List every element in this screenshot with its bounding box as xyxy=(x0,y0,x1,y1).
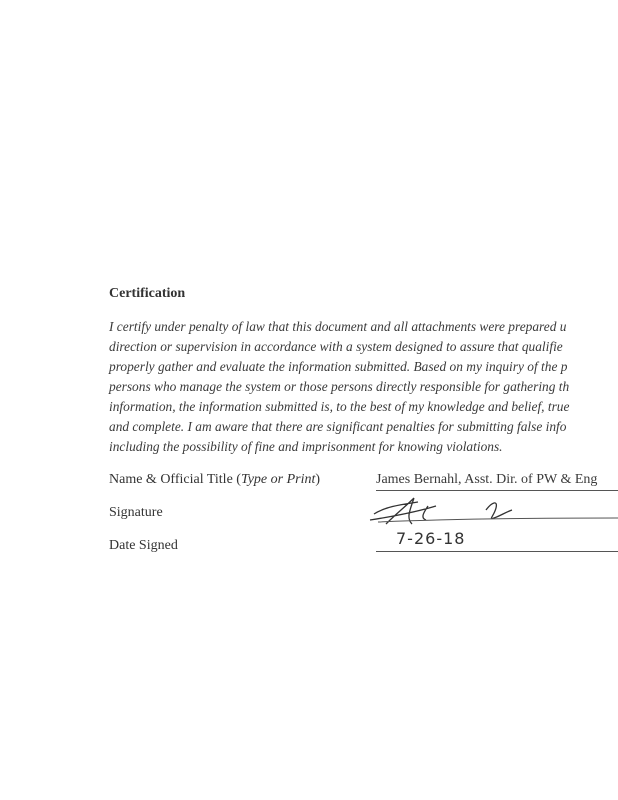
name-title-value: James Bernahl, Asst. Dir. of PW & Eng xyxy=(376,472,598,487)
handwritten-signature xyxy=(366,494,618,530)
certification-line: properly gather and evaluate the information submitted. Based on my inquiry of the p xyxy=(109,359,568,374)
name-title-label xyxy=(109,472,320,488)
certification-line: information, the information submitted is, to the best of my knowledge and belief, true xyxy=(109,399,570,414)
name-title-label-text: Name & Official Title ( xyxy=(109,472,241,487)
certification-line: persons who manage the system or those persons directly responsible for gathering th xyxy=(109,379,570,394)
date-signed-value: 7-26-18 xyxy=(396,529,466,548)
certification-line: including the possibility of fine and imprisonment for knowing violations. xyxy=(109,439,503,454)
certification-line: and complete. I am aware that there are significant penalties for submitting false info xyxy=(109,419,567,434)
signature-label: Signature xyxy=(109,505,163,520)
certification-line: direction or supervision in accordance with a system designed to assure that qualifie xyxy=(109,339,563,354)
date-signed-rule xyxy=(376,551,618,552)
name-title-label-hint: Type or Print xyxy=(240,472,316,487)
name-title-label-close: ) xyxy=(315,472,321,487)
certification-line: I certify under penalty of law that this document and all attachments were prepared u xyxy=(109,319,567,334)
name-title-rule xyxy=(376,490,618,491)
date-signed-label: Date Signed xyxy=(109,538,178,553)
certification-heading: Certification xyxy=(109,286,186,301)
